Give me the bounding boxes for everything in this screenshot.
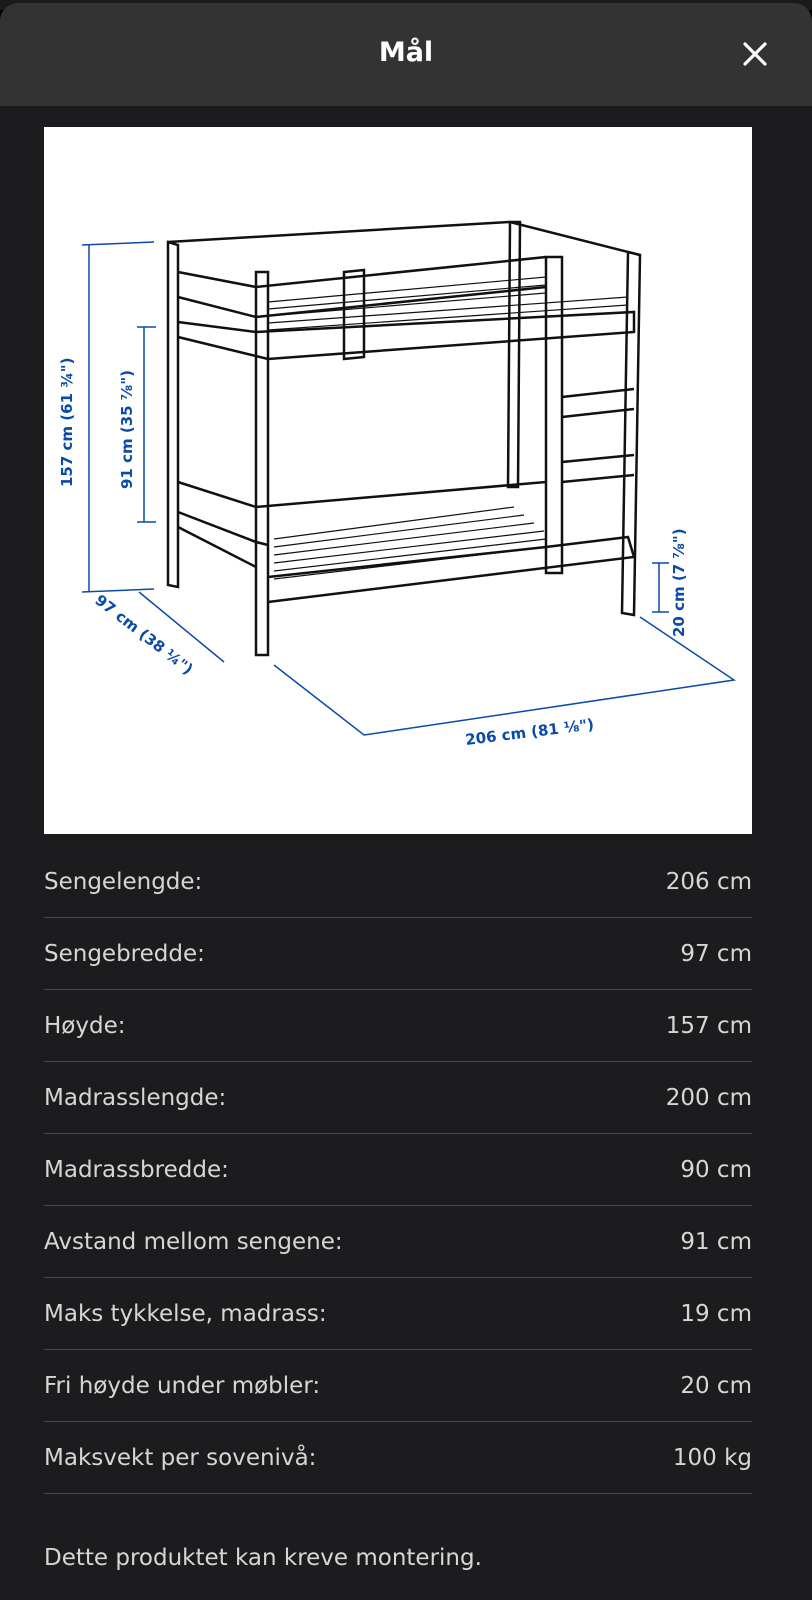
between-label: 91 cm (35 ⅞") bbox=[118, 370, 136, 489]
bed-post-back-left bbox=[168, 242, 178, 587]
assembly-note: Dette produktet kan kreve montering. bbox=[44, 1545, 482, 1571]
spec-value: 206 cm bbox=[665, 868, 752, 895]
spec-value: 90 cm bbox=[680, 1156, 752, 1183]
height-label: 157 cm (61 ¾") bbox=[58, 357, 76, 487]
close-icon bbox=[740, 39, 770, 69]
spec-label: Maks tykkelse, madrass: bbox=[44, 1300, 327, 1327]
spec-value: 97 cm bbox=[680, 940, 752, 967]
spec-label: Sengelengde: bbox=[44, 868, 203, 895]
close-button[interactable] bbox=[740, 39, 770, 69]
width-label: 97 cm (38 ¼") bbox=[91, 590, 197, 679]
bunk-bed-drawing bbox=[44, 127, 752, 834]
spec-list bbox=[44, 846, 752, 1494]
spec-row-bed-width bbox=[44, 918, 752, 990]
spec-label: Avstand mellom sengene: bbox=[44, 1228, 343, 1255]
spec-label: Fri høyde under møbler: bbox=[44, 1372, 321, 1399]
spec-value: 157 cm bbox=[665, 1012, 752, 1039]
spec-value: 91 cm bbox=[680, 1228, 752, 1255]
spec-row-clearance bbox=[44, 1350, 752, 1422]
spec-label: Høyde: bbox=[44, 1012, 126, 1039]
spec-value: 19 cm bbox=[680, 1300, 752, 1327]
spec-value: 200 cm bbox=[665, 1084, 752, 1111]
spec-row-mattress-width bbox=[44, 1134, 752, 1206]
spec-label: Sengebredde: bbox=[44, 940, 205, 967]
clearance-label: 20 cm (7 ⅞") bbox=[670, 528, 688, 637]
spec-value: 20 cm bbox=[680, 1372, 752, 1399]
length-label: 206 cm (81 ⅛") bbox=[464, 715, 595, 749]
spec-row-distance-between-beds bbox=[44, 1206, 752, 1278]
sheet-title: Mål bbox=[378, 37, 434, 68]
spec-row-max-weight bbox=[44, 1422, 752, 1494]
bed-post-front-right bbox=[546, 257, 562, 573]
spec-row-height bbox=[44, 990, 752, 1062]
spec-row-max-mattress-thickness bbox=[44, 1278, 752, 1350]
spec-label: Madrasslengde: bbox=[44, 1084, 227, 1111]
spec-label: Maksvekt per sovenivå: bbox=[44, 1444, 317, 1471]
sheet-header bbox=[0, 3, 812, 106]
dimension-diagram bbox=[44, 127, 752, 834]
dimensions-sheet bbox=[0, 3, 812, 1600]
spec-label: Madrassbredde: bbox=[44, 1156, 229, 1183]
spec-row-mattress-length bbox=[44, 1062, 752, 1134]
bed-post-back-right bbox=[622, 252, 640, 615]
spec-row-bed-length bbox=[44, 846, 752, 918]
spec-value: 100 kg bbox=[672, 1444, 752, 1471]
bed-post-front-left bbox=[256, 272, 268, 655]
